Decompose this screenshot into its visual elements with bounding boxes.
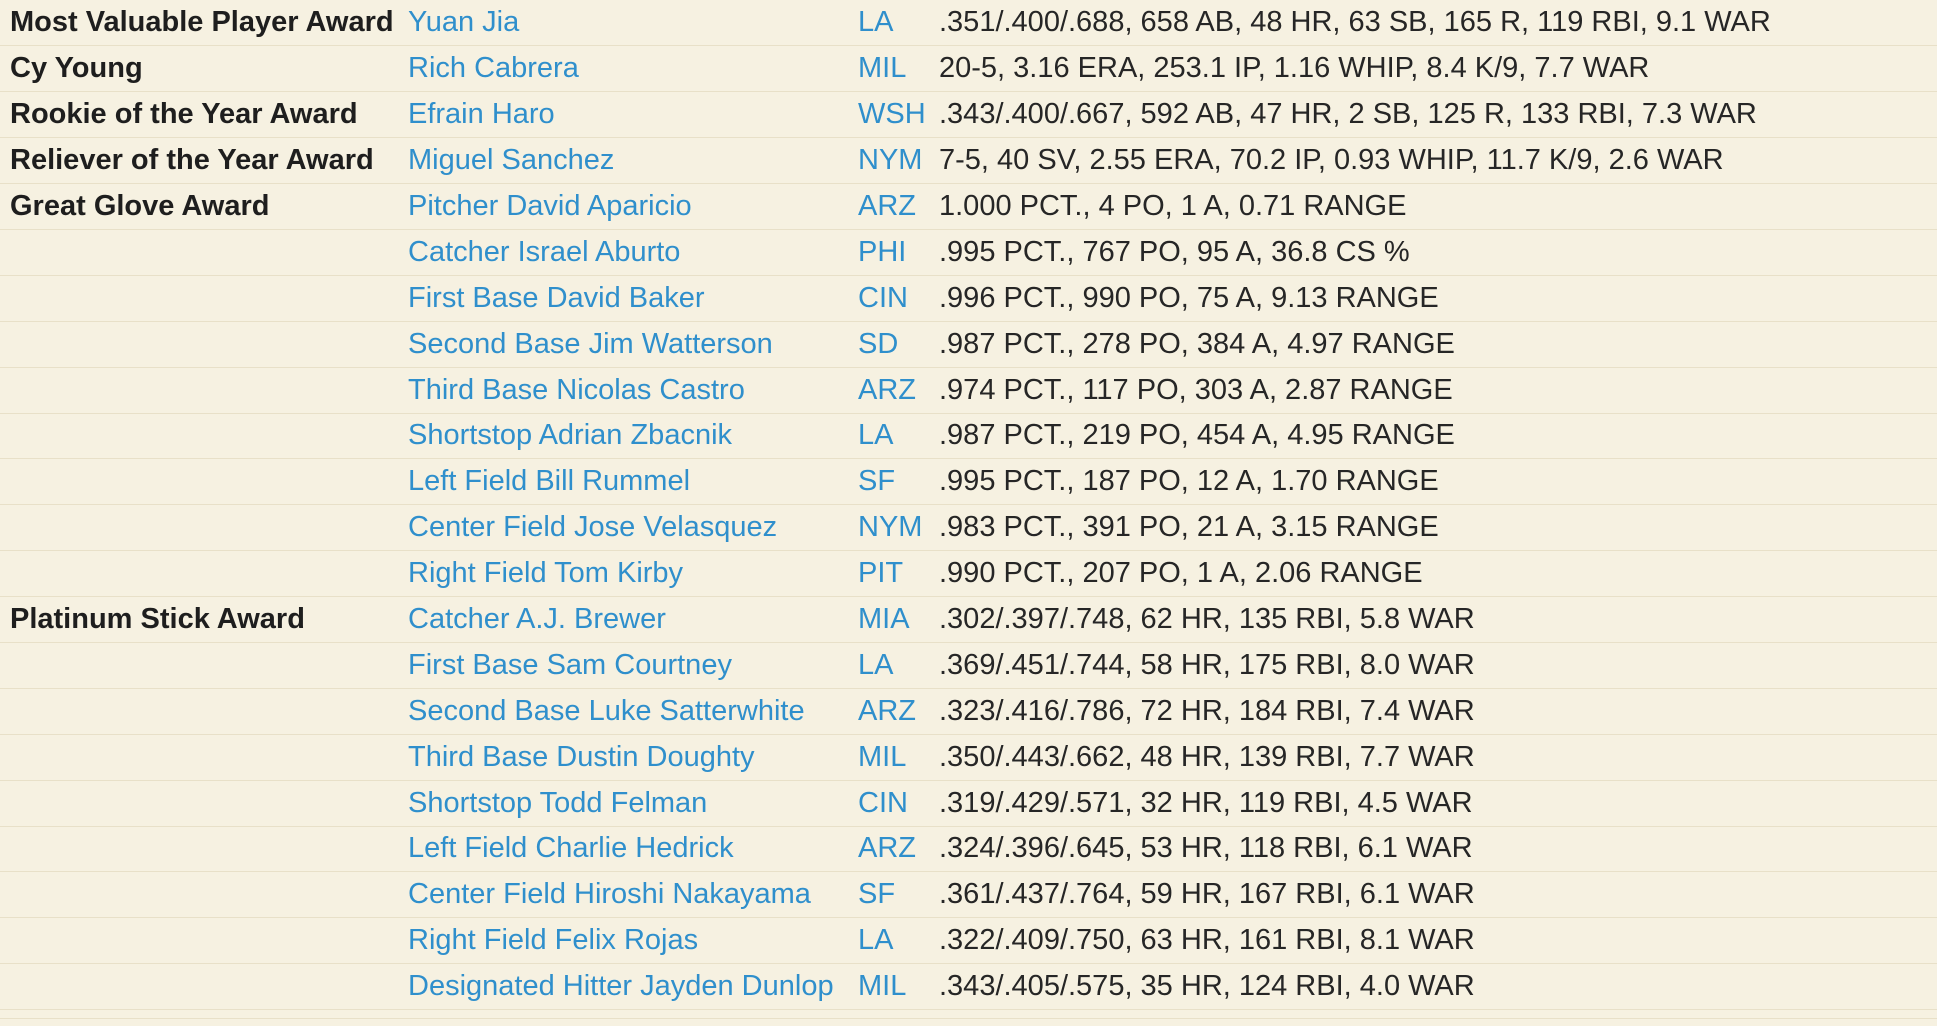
team-cell: [856, 275, 937, 321]
player-link[interactable]: Third Base Dustin Doughty: [408, 740, 755, 773]
player-cell: [398, 138, 856, 184]
player-cell: [398, 275, 856, 321]
player-link[interactable]: Second Base Luke Satterwhite: [408, 694, 805, 727]
team-cell: [856, 321, 937, 367]
player-cell: [398, 0, 856, 46]
team-cell: [856, 229, 937, 275]
team-link[interactable]: CIN: [858, 281, 908, 314]
player-cell: [398, 459, 856, 505]
player-link[interactable]: Third Base Nicolas Castro: [408, 373, 745, 406]
player-link[interactable]: First Base David Baker: [408, 281, 705, 314]
team-cell: [856, 0, 937, 46]
table-row: [0, 367, 1937, 413]
player-cell: [398, 321, 856, 367]
player-link[interactable]: Shortstop Adrian Zbacnik: [408, 419, 733, 452]
award-name: [0, 826, 398, 872]
stat-line: .319/.429/.571, 32 HR, 119 RBI, 4.5 WAR: [939, 786, 1473, 819]
award-name: [0, 642, 398, 688]
table-row: [0, 459, 1937, 505]
table-row: [0, 0, 1937, 46]
player-cell: [398, 826, 856, 872]
team-link[interactable]: PIT: [858, 557, 904, 590]
team-link[interactable]: ARZ: [858, 190, 916, 222]
stat-line: .987 PCT., 219 PO, 454 A, 4.95 RANGE: [939, 419, 1455, 452]
team-link[interactable]: MIL: [858, 52, 907, 85]
stat-line: .990 PCT., 207 PO, 1 A, 2.06 RANGE: [939, 557, 1423, 590]
stat-line: .995 PCT., 187 PO, 12 A, 1.70 RANGE: [939, 465, 1439, 498]
award-name: [0, 734, 398, 780]
award-name: [0, 780, 398, 826]
player-link[interactable]: Designated Hitter Jayden Dunlop: [408, 970, 834, 1003]
stat-line: .996 PCT., 990 PO, 75 A, 9.13 RANGE: [939, 281, 1439, 314]
team-link[interactable]: NYM: [858, 144, 923, 177]
player-link[interactable]: Pitcher David Aparicio: [408, 190, 692, 222]
table-row: [0, 964, 1937, 1010]
player-cell: [398, 780, 856, 826]
team-cell: [856, 964, 937, 1010]
award-name: Rookie of the Year Award: [10, 98, 358, 131]
stat-line: .361/.437/.764, 59 HR, 167 RBI, 6.1 WAR: [939, 878, 1475, 911]
player-link[interactable]: Center Field Jose Velasquez: [408, 511, 778, 544]
team-link[interactable]: ARZ: [858, 832, 916, 865]
player-link[interactable]: Second Base Jim Watterson: [408, 327, 773, 360]
player-link[interactable]: Left Field Charlie Hedrick: [408, 832, 734, 865]
player-link[interactable]: Catcher Israel Aburto: [408, 235, 681, 268]
table-row: [0, 505, 1937, 551]
player-cell: [398, 367, 856, 413]
player-cell: [398, 92, 856, 138]
team-cell: [856, 551, 937, 597]
team-link[interactable]: PHI: [858, 235, 907, 268]
player-cell: [398, 688, 856, 734]
table-row: [0, 321, 1937, 367]
table-row: [0, 597, 1937, 643]
team-cell: [856, 92, 937, 138]
player-link[interactable]: Miguel Sanchez: [408, 144, 615, 177]
award-name: [0, 505, 398, 551]
team-link[interactable]: LA: [858, 648, 894, 681]
table-row: [0, 780, 1937, 826]
player-link[interactable]: Center Field Hiroshi Nakayama: [408, 878, 811, 911]
player-cell: [398, 964, 856, 1010]
award-name: Great Glove Award: [10, 190, 270, 222]
stat-line: .983 PCT., 391 PO, 21 A, 3.15 RANGE: [939, 511, 1439, 544]
team-link[interactable]: LA: [858, 419, 894, 452]
stat-line: .350/.443/.662, 48 HR, 139 RBI, 7.7 WAR: [939, 740, 1475, 773]
team-cell: [856, 46, 937, 92]
player-cell: [398, 184, 856, 230]
team-cell: [856, 184, 937, 230]
table-row: [0, 138, 1937, 184]
award-name: [0, 275, 398, 321]
team-cell: [856, 918, 937, 964]
team-link[interactable]: SD: [858, 327, 899, 360]
award-name: Cy Young: [10, 52, 143, 85]
team-cell: [856, 367, 937, 413]
player-cell: [398, 229, 856, 275]
team-link[interactable]: MIA: [858, 603, 910, 636]
award-name: Platinum Stick Award: [10, 603, 305, 636]
team-cell: [856, 642, 937, 688]
stat-line: .995 PCT., 767 PO, 95 A, 36.8 CS %: [939, 235, 1410, 268]
player-cell: [398, 505, 856, 551]
table-row: [0, 92, 1937, 138]
player-cell: [398, 872, 856, 918]
stat-line: .351/.400/.688, 658 AB, 48 HR, 63 SB, 165 R, 119 RBI, 9.1 WAR: [939, 6, 1771, 39]
player-link[interactable]: Yuan Jia: [408, 6, 520, 39]
stat-line: 20-5, 3.16 ERA, 253.1 IP, 1.16 WHIP, 8.4 K/9, 7.7 WAR: [939, 52, 1650, 85]
stat-line: .974 PCT., 117 PO, 303 A, 2.87 RANGE: [939, 373, 1453, 406]
team-link[interactable]: ARZ: [858, 373, 916, 406]
table-row: [0, 642, 1937, 688]
stat-line: .324/.396/.645, 53 HR, 118 RBI, 6.1 WAR: [939, 832, 1473, 865]
award-name: [0, 964, 398, 1010]
table-row: [0, 918, 1937, 964]
team-link[interactable]: NYM: [858, 511, 923, 544]
stat-line: .369/.451/.744, 58 HR, 175 RBI, 8.0 WAR: [939, 648, 1475, 681]
award-name: [0, 872, 398, 918]
stat-line: .322/.409/.750, 63 HR, 161 RBI, 8.1 WAR: [939, 924, 1475, 957]
player-link[interactable]: Rich Cabrera: [408, 52, 579, 85]
award-name: [0, 551, 398, 597]
player-cell: [398, 734, 856, 780]
award-name: Most Valuable Player Award: [10, 6, 394, 39]
team-cell: [856, 826, 937, 872]
player-cell: [398, 413, 856, 459]
player-link[interactable]: Shortstop Todd Felman: [408, 786, 708, 819]
stat-line: .987 PCT., 278 PO, 384 A, 4.97 RANGE: [939, 327, 1455, 360]
team-link[interactable]: LA: [858, 6, 894, 39]
team-cell: [856, 505, 937, 551]
team-link[interactable]: MIL: [858, 970, 907, 1003]
table-row: [0, 275, 1937, 321]
table-row: [0, 734, 1937, 780]
table-row: [0, 872, 1937, 918]
player-link[interactable]: Right Field Tom Kirby: [408, 557, 684, 590]
player-link[interactable]: Efrain Haro: [408, 98, 555, 131]
player-link[interactable]: Left Field Bill Rummel: [408, 465, 691, 498]
team-link[interactable]: SF: [858, 465, 896, 498]
team-cell: [856, 780, 937, 826]
award-name: Reliever of the Year Award: [10, 144, 374, 177]
award-name: [0, 918, 398, 964]
player-link[interactable]: First Base Sam Courtney: [408, 648, 732, 681]
team-cell: [856, 597, 937, 643]
award-name: [0, 229, 398, 275]
stat-line: .323/.416/.786, 72 HR, 184 RBI, 7.4 WAR: [939, 694, 1475, 727]
team-cell: [856, 413, 937, 459]
player-cell: [398, 918, 856, 964]
player-cell: [398, 46, 856, 92]
award-name: [0, 321, 398, 367]
team-link[interactable]: WSH: [858, 98, 926, 131]
award-name: [0, 459, 398, 505]
table-row: [0, 184, 1937, 230]
stat-line: 7-5, 40 SV, 2.55 ERA, 70.2 IP, 0.93 WHIP, 11.7 K/9, 2.6 WAR: [939, 144, 1724, 177]
team-cell: [856, 459, 937, 505]
team-link[interactable]: SF: [858, 878, 896, 911]
player-cell: [398, 551, 856, 597]
stat-line: 1.000 PCT., 4 PO, 1 A, 0.71 RANGE: [939, 190, 1407, 222]
team-cell: [856, 688, 937, 734]
team-cell: [856, 734, 937, 780]
award-name: [0, 413, 398, 459]
table-row: [0, 229, 1937, 275]
team-cell: [856, 138, 937, 184]
stat-line: .343/.405/.575, 35 HR, 124 RBI, 4.0 WAR: [939, 970, 1475, 1003]
team-cell: [856, 872, 937, 918]
player-cell: [398, 642, 856, 688]
team-link[interactable]: ARZ: [858, 694, 916, 727]
table-row: [0, 46, 1937, 92]
table-row: [0, 688, 1937, 734]
player-cell: [398, 597, 856, 643]
award-name: [0, 367, 398, 413]
award-name: [0, 688, 398, 734]
table-row: [0, 826, 1937, 872]
team-link[interactable]: CIN: [858, 786, 908, 819]
stat-line: .343/.400/.667, 592 AB, 47 HR, 2 SB, 125 R, 133 RBI, 7.3 WAR: [939, 98, 1757, 131]
table-row: [0, 551, 1937, 597]
team-link[interactable]: MIL: [858, 740, 907, 773]
stat-line: .302/.397/.748, 62 HR, 135 RBI, 5.8 WAR: [939, 603, 1475, 636]
team-link[interactable]: LA: [858, 924, 894, 957]
table-row: [0, 413, 1937, 459]
player-link[interactable]: Right Field Felix Rojas: [408, 924, 699, 957]
player-link[interactable]: Catcher A.J. Brewer: [408, 603, 666, 636]
